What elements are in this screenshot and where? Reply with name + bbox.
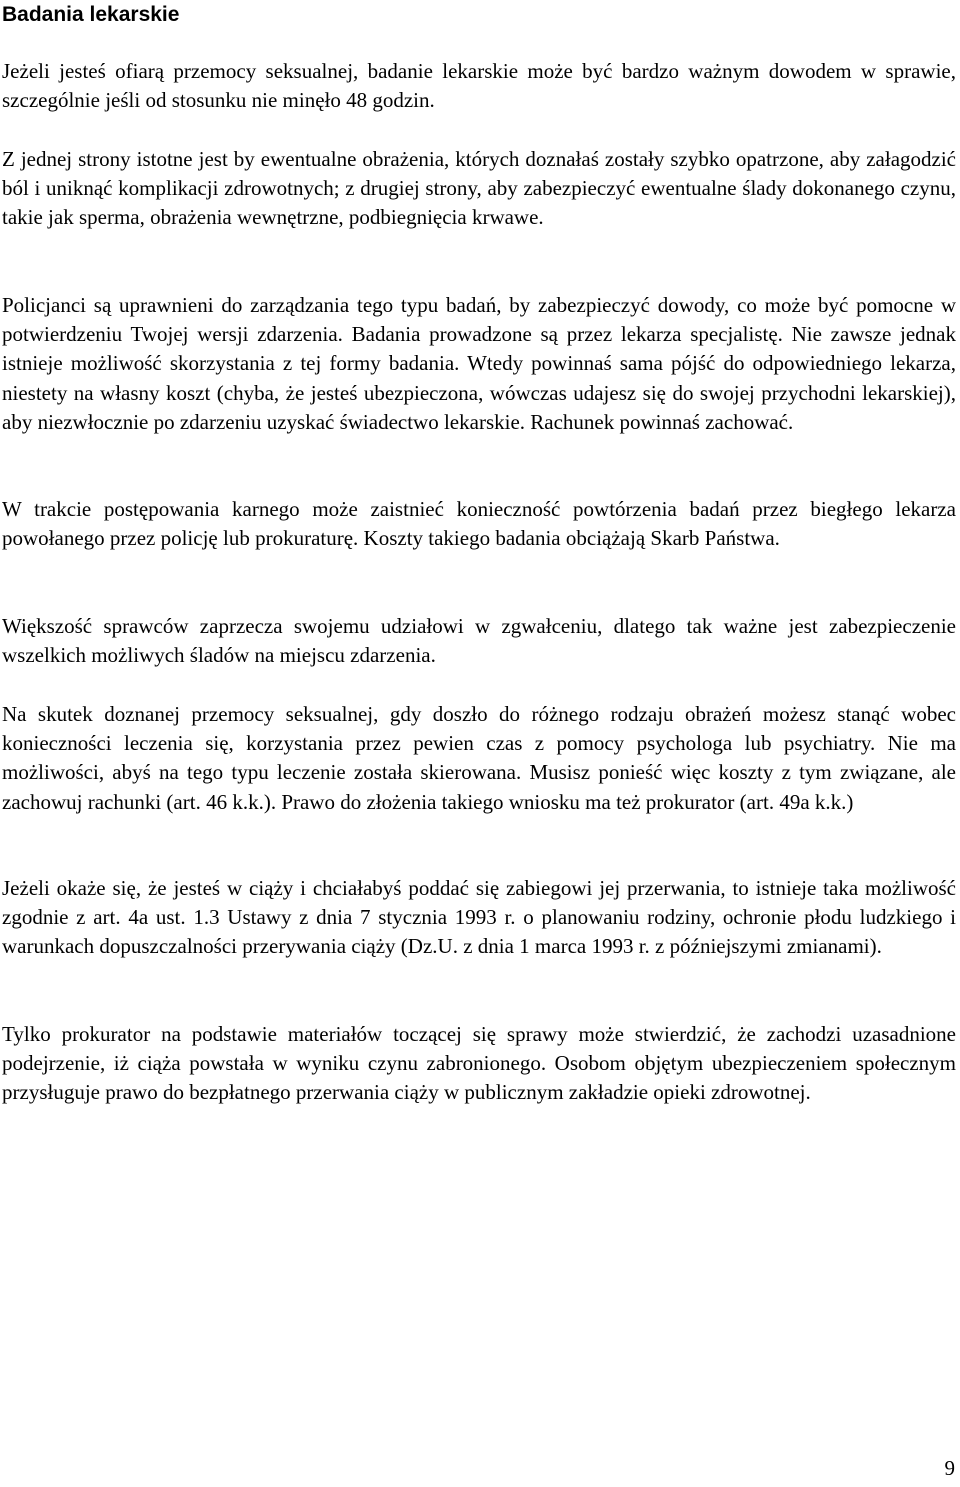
paragraph-police-examinations: Policjanci są uprawnieni do zarządzania tego typu badań, by zabezpieczyć dowody, co może być pomocne w potwierdzeniu Twojej wersji zdarzenia. Badania prowadzone są przez lekarza specjalistę. Nie zawsze jednak istnieje możliwość skorzystania z tej formy badania. Wtedy powinnaś sama pójść do odpowiedniego lekarza, niestety na własny koszt (chyba, że jesteś ubezpieczona, wówczas udajesz się do swojej przychodni lekarskiej), aby niezwłocznie po zdarzeniu uzyskać świadectwo lekarskie. Rachunek powinnaś zachować.: [2, 293, 956, 434]
paragraph-repeat-examination: W trakcie postępowania karnego może zaistnieć konieczność powtórzenia badań przez biegłego lekarza powołanego przez policję lub prokuraturę. Koszty takiego badania obciążają Skarb Państwa.: [2, 497, 956, 551]
paragraph-medical-evidence: Jeżeli jesteś ofiarą przemocy seksualnej, badanie lekarskie może być bardzo ważnym dowodem w sprawie, szczególnie jeśli od stosunku nie minęło 48 godzin.: [2, 59, 956, 113]
paragraph-treatment-costs: Na skutek doznanej przemocy seksualnej, gdy doszło do różnego rodzaju obrażeń możesz stanąć wobec konieczności leczenia się, korzystania przez pewien czas z pomocy psychologa lub psychiatry. Nie ma możliwości, abyś na tego typu leczenie została skierowana. Musisz ponieść więc koszty z tym związane, ale zachowuj rachunki (art. 46 k.k.). Prawo do złożenia takiego wniosku ma też prokurator (art. 49a k.k.): [2, 702, 956, 814]
page-number: 9: [944, 1456, 955, 1480]
paragraph-injuries-and-traces: Z jednej strony istotne jest by ewentualne obrażenia, których doznałaś zostały szybko opatrzone, aby załagodzić ból i uniknąć komplikacji zdrowotnych; z drugiej strony, aby zabezpieczyć ewentualne ślady dokonanego czynu, takie jak sperma, obrażenia wewnętrzne, podbiegnięcia krwawe.: [2, 147, 956, 230]
paragraph-pregnancy-termination: Jeżeli okaże się, że jesteś w ciąży i chciałabyś poddać się zabiegowi jej przerwania, to istnieje taka możliwość zgodnie z art. 4a ust. 1.3 Ustawy z dnia 7 stycznia 1993 r. o planowaniu rodziny, ochronie płodu ludzkiego i warunkach dopuszczalności przerywania ciąży (Dz.U. z dnia 1 marca 1993 r. z późniejszymi zmianami).: [2, 876, 956, 959]
paragraph-prosecutor-role: Tylko prokurator na podstawie materiałów toczącej się sprawy może stwierdzić, że zachodzi uzasadnione podejrzenie, iż ciąża powstała w wyniku czynu zabronionego. Osobom objętym ubezpieczeniem społecznym przysługuje prawo do bezpłatnego przerwania ciąży w publicznym zakładzie opieki zdrowotnej.: [2, 1022, 956, 1105]
paragraph-securing-evidence: Większość sprawców zaprzecza swojemu udziałowi w zgwałceniu, dlatego tak ważne jest zabezpieczenie wszelkich możliwych śladów na miejscu zdarzenia.: [2, 614, 956, 668]
page-title: Badania lekarskie: [2, 3, 180, 26]
